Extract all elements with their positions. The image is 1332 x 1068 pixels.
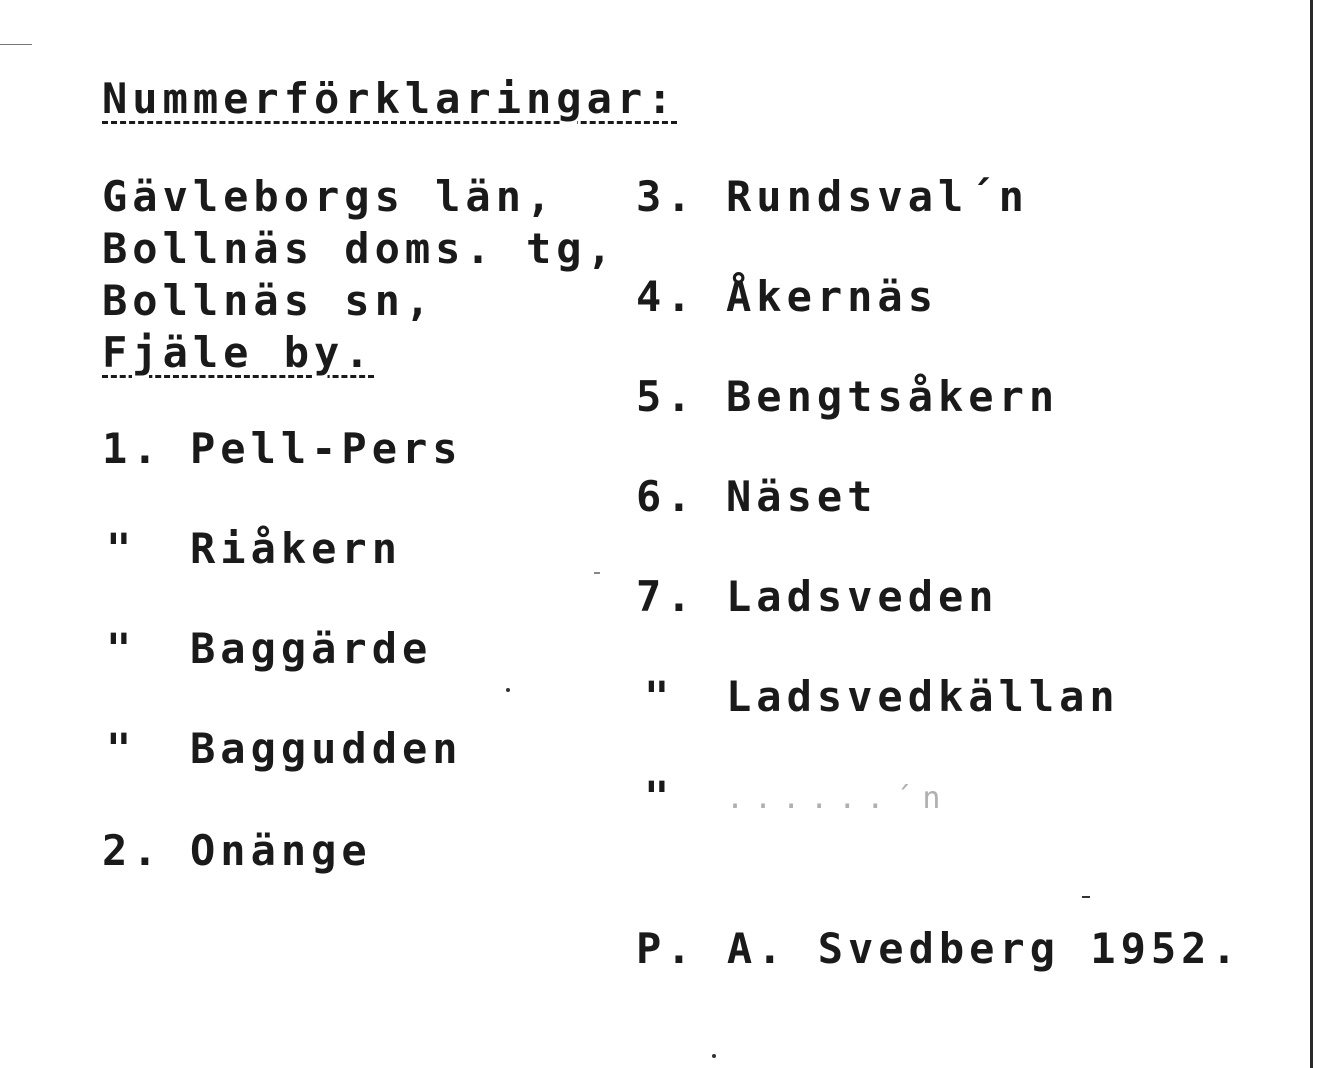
right-item-2-name: Åkernäs xyxy=(726,272,939,321)
right-item-3-name: Bengtsåkern xyxy=(726,372,1060,421)
location-line-county: Gävleborgs län, xyxy=(102,172,557,221)
scan-speck xyxy=(712,1054,716,1058)
location-line-district: Bollnäs doms. tg, xyxy=(102,224,617,273)
scan-speck xyxy=(506,688,510,692)
card-right-edge xyxy=(1310,0,1313,1068)
right-item-6-name: Ladsvedkällan xyxy=(726,672,1120,721)
scan-speck xyxy=(594,572,600,574)
right-item-5-num: 7. xyxy=(636,572,697,621)
left-item-4-name: Baggudden xyxy=(190,724,463,773)
right-item-4-name: Näset xyxy=(726,472,878,521)
right-item-6-num: " xyxy=(644,672,675,721)
location-line-parish: Bollnäs sn, xyxy=(102,276,436,325)
right-item-7-num: " xyxy=(644,772,675,821)
right-item-2-num: 4. xyxy=(636,272,697,321)
right-item-4-num: 6. xyxy=(636,472,697,521)
left-item-2-num: " xyxy=(106,524,137,573)
left-item-4-num: " xyxy=(106,724,137,773)
heading: Nummerförklaringar: xyxy=(102,74,678,123)
left-item-5-name: Onänge xyxy=(190,826,372,875)
right-item-3-num: 5. xyxy=(636,372,697,421)
left-item-3-num: " xyxy=(106,624,137,673)
left-item-1-name: Pell-Pers xyxy=(190,424,463,473)
right-item-5-name: Ladsveden xyxy=(726,572,999,621)
scan-speck xyxy=(1082,896,1090,898)
edge-mark xyxy=(0,44,32,45)
right-item-1-name: Rundsval´n xyxy=(726,172,1029,221)
right-item-7-name: ......´n xyxy=(726,781,951,816)
left-item-5-num: 2. xyxy=(102,826,163,875)
left-item-2-name: Riåkern xyxy=(190,524,403,573)
left-item-1-num: 1. xyxy=(102,424,163,473)
signature: P. A. Svedberg 1952. xyxy=(636,924,1242,973)
left-item-3-name: Baggärde xyxy=(190,624,433,673)
right-item-1-num: 3. xyxy=(636,172,697,221)
location-line-village: Fjäle by. xyxy=(102,328,375,377)
